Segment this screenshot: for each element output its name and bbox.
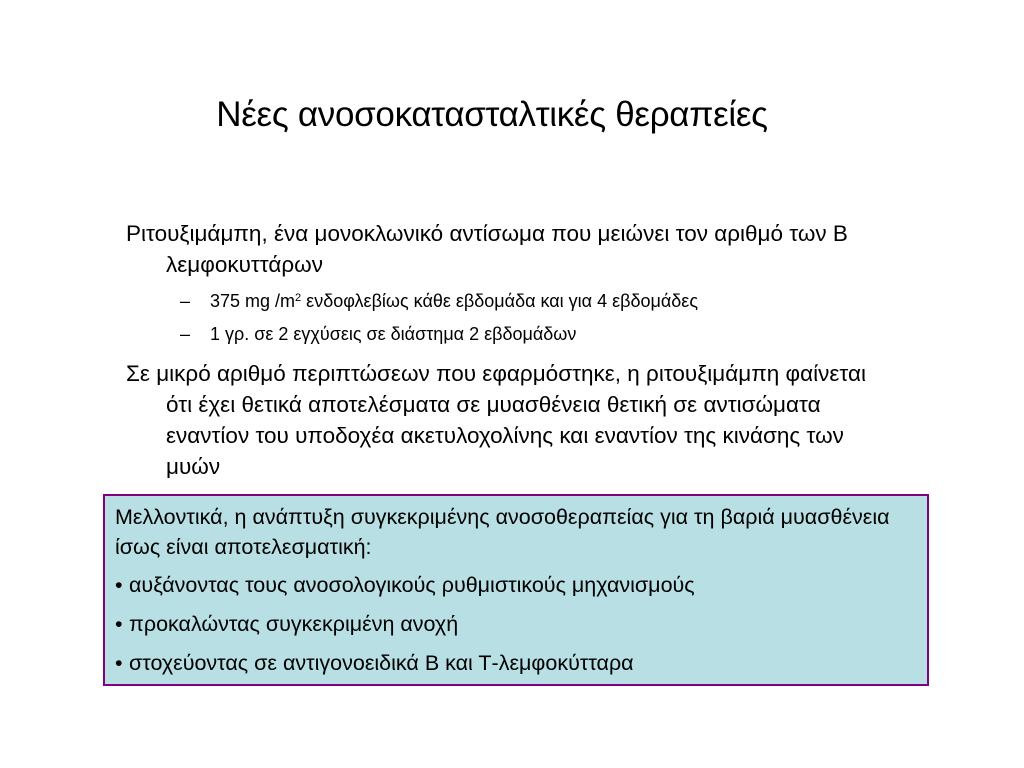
box-list-item [115, 648, 927, 678]
sub-point-text: 1 γρ. σε 2 εγχύσεις σε διάστημα 2 εβδομάδων [210, 324, 577, 344]
dash-marker: – [180, 291, 191, 311]
bullet-icon: • [115, 573, 123, 597]
box-intro-text: Μελλοντικά, η ανάπτυξη συγκεκριμένης ανοσοθεραπείας για τη βαριά μυασθένεια ίσως είναι αποτελεσματική: [115, 505, 890, 559]
superscript: 2 [295, 292, 302, 304]
box-list-item-text: αυξάνοντας τους ανοσολογικούς ρυθμιστικούς μηχανισμούς [129, 573, 695, 597]
slide-content [126, 218, 886, 482]
box-list-item-text: προκαλώντας συγκεκριμένη ανοχή [129, 612, 459, 636]
sub-point-dosage-infusions [126, 322, 886, 346]
bullet-icon: • [115, 612, 123, 636]
sub-point-dosage-weekly [126, 289, 886, 313]
bullet-icon: • [115, 651, 123, 675]
box-list-item [115, 570, 927, 600]
main-point-results: Σε μικρό αριθμό περιπτώσεων που εφαρμόστηκε, η ριτουξιμάμπη φαίνεται ότι έχει θετικά αποτελέσματα σε μυασθένεια θετική σε αντισώματα εναντίον του υποδοχέα ακετυλοχολίνης και εναντίον της κινάσης των μυών [126, 361, 866, 479]
box-list-item-text: στοχεύοντας σε αντιγονοειδικά Β και Τ-λεμφοκύτταρα [129, 651, 634, 675]
sub-point-text-before: 375 mg /m [210, 291, 296, 311]
box-list-item [115, 609, 927, 639]
slide-title: Νέες ανοσοκατασταλτικές θεραπείες [216, 95, 768, 134]
future-therapy-box [103, 494, 929, 686]
main-point-rituximab: Ριτουξιμάμπη, ένα μονοκλωνικό αντίσωμα που μειώνει τον αριθμό των Β λεμφοκυττάρων [126, 221, 848, 277]
sub-point-text-after: ενδοφλεβίως κάθε εβδομάδα και για 4 εβδομάδες [301, 291, 699, 311]
dash-marker: – [180, 324, 191, 344]
